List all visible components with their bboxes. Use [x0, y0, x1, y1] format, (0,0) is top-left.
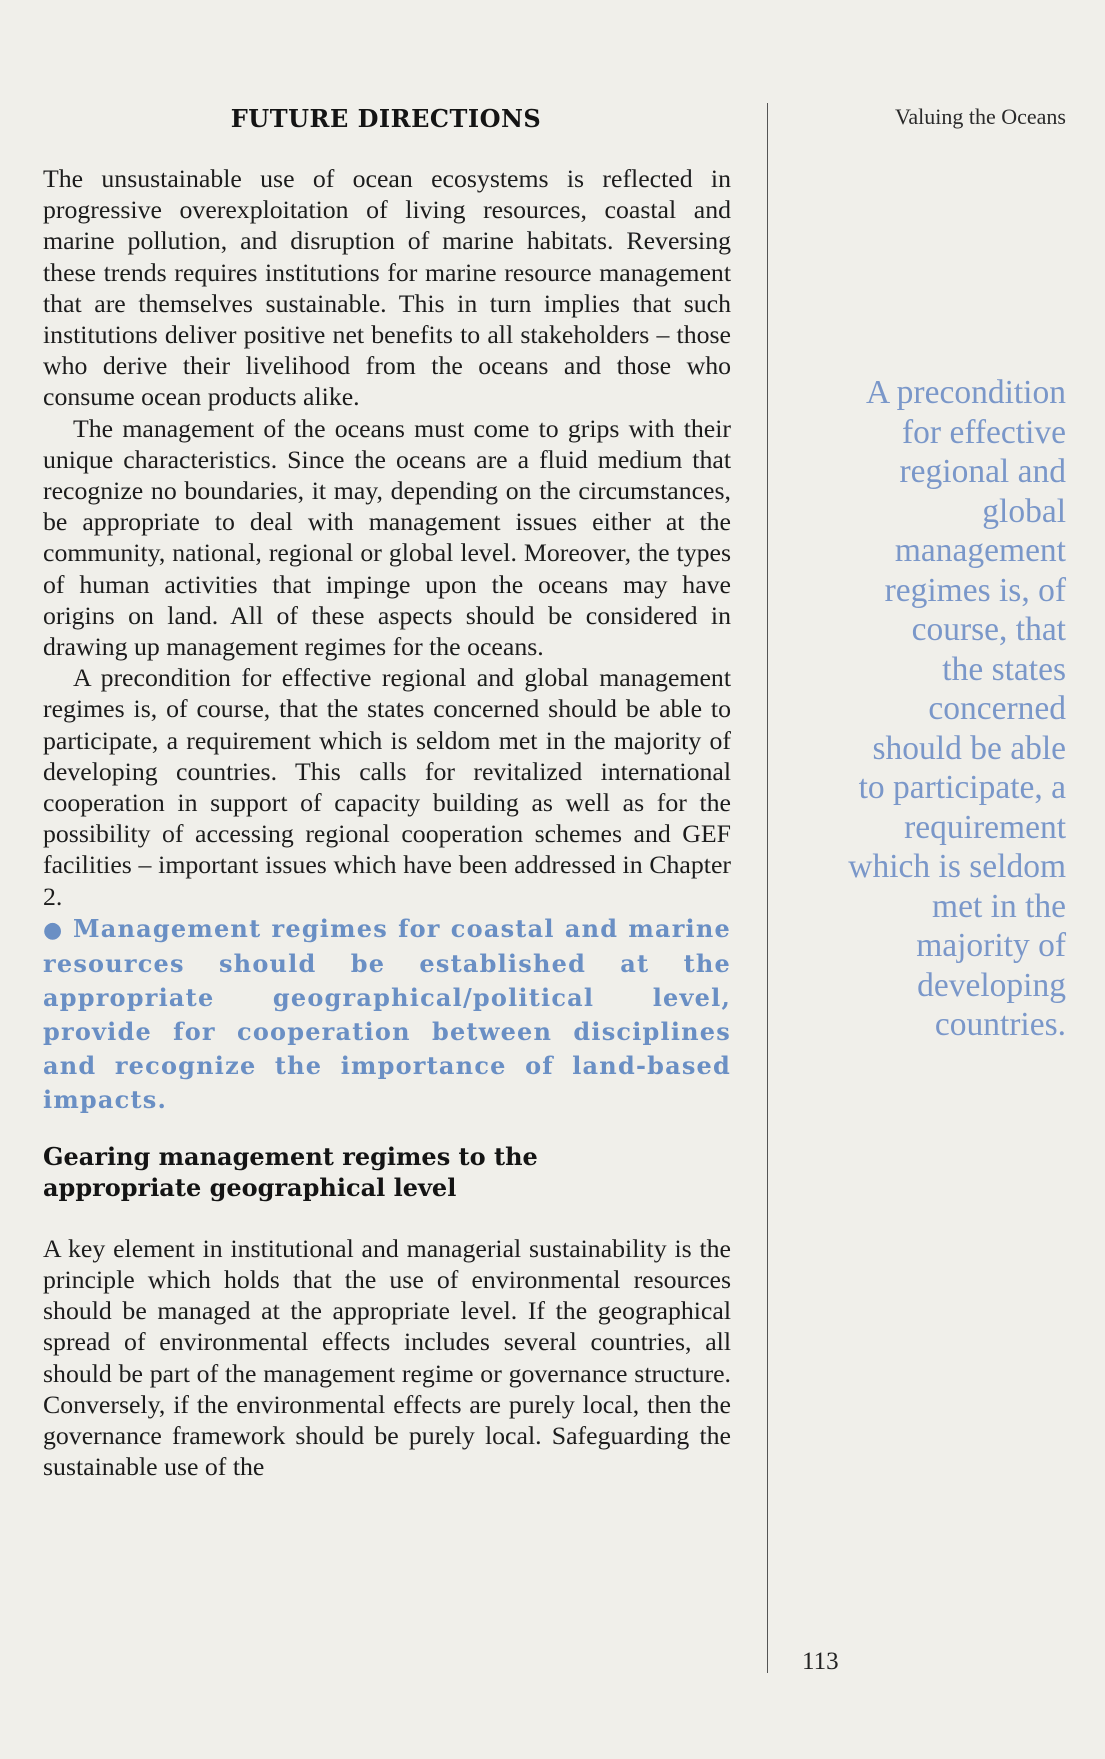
subsection-heading-line-2: appropriate geographical level — [43, 1172, 457, 1202]
pull-quote-line: course, that — [911, 611, 1066, 648]
pull-quote-line: to participate, a — [858, 769, 1066, 806]
pull-quote-line: the states — [942, 650, 1066, 688]
pull-quote-line: global — [982, 492, 1066, 530]
column-divider — [767, 103, 768, 1673]
pull-quote-line: met in the — [932, 887, 1066, 925]
pull-quote-line: developing — [917, 966, 1066, 1004]
subsection-heading-line-1: Gearing management regimes to the — [43, 1141, 538, 1171]
bullet-icon: ● — [43, 916, 63, 943]
pull-quote-line: management — [894, 532, 1066, 569]
paragraph-2: The management of the oceans must come to grips with their unique characteristics. Since the oceans are a fluid medium that recognize no boundaries, it may, depending on the circumstances, be appropriate to deal with management issues either at the community, national, regional or global level. Moreover, the types of human activities that impinge upon the oceans may have origins on land. All of these aspects should be considered in drawing up management regimes for the oceans. — [43, 413, 731, 662]
paragraph-3: A precondition for effective regional and global management regimes is, of course, that the states concerned should be able to participate, a requirement which is seldom met in the majority of developing countries. This calls for revitalized international cooperation in support of capacity building as well as for the possibility of accessing regional cooperation schemes and GEF facilities – important issues which have been addressed in Chapter 2. — [43, 663, 731, 911]
pull-quote-line: regimes is, of — [884, 571, 1066, 609]
pull-quote-line: concerned — [928, 690, 1066, 727]
pull-quote-line: for effective — [902, 413, 1066, 451]
main-text-column — [43, 163, 731, 1483]
running-head: Valuing the Oceans — [894, 104, 1066, 129]
page-number: 113 — [802, 1648, 839, 1675]
pull-quote-line: majority of — [916, 927, 1066, 964]
callout-text: Management regimes for coastal and marine resources should be established at the appropriate geographical/political level, provide for cooperation between disciplines and recognize the importance of land-based impacts. — [43, 913, 731, 1114]
pull-quote-line: which is seldom — [848, 848, 1066, 885]
pull-quote — [795, 373, 1066, 1045]
section-heading: FUTURE DIRECTIONS — [230, 104, 542, 133]
callout-recommendation — [43, 912, 731, 1117]
pull-quote-line: regional and — [899, 453, 1066, 490]
pull-quote-line: A precondition — [865, 374, 1066, 411]
pull-quote-line: requirement — [904, 808, 1066, 846]
subsection-heading — [43, 1141, 731, 1203]
subsection-paragraph-1: A key element in institutional and managerial sustainability is the principle which holds that the use of environmental resources should be managed at the appropriate level. If the geographical spread of environmental effects includes several countries, all should be part of the management regime or governance structure. Conversely, if the environmental effects are purely local, then the governance framework should be purely local. Safeguarding the sustainable use of the — [43, 1233, 731, 1482]
pull-quote-line: should be able — [872, 729, 1066, 767]
pull-quote-line: countries. — [934, 1006, 1066, 1043]
paragraph-1: The unsustainable use of ocean ecosystems is reflected in progressive overexploitation of living resources, coastal and marine pollution, and disruption of marine habitats. Reversing these trends requires institutions for marine resource management that are themselves sustainable. This in turn implies that such institutions deliver positive net benefits to all stakeholders – those who derive their livelihood from the oceans and those who consume ocean products alike. — [43, 164, 731, 412]
